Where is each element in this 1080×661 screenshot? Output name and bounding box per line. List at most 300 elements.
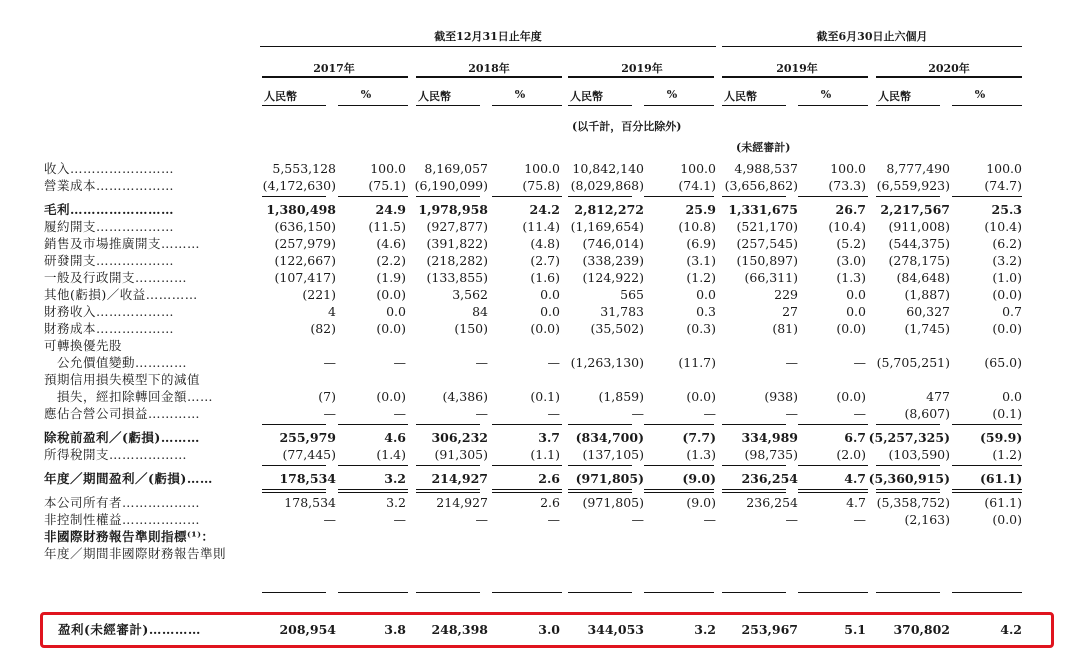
amount-cell: — [475, 355, 488, 370]
percent-cell: 0.0 [1002, 389, 1022, 404]
amount-cell: (35,502) [590, 321, 644, 336]
percent-column-header: % [666, 88, 678, 101]
row-label: 年度／期間非國際財務報告準則 [44, 546, 227, 561]
percent-cell: 100.0 [680, 161, 716, 176]
amount-cell: 8,777,490 [886, 161, 950, 176]
total-rule [876, 465, 940, 466]
header-rule [722, 46, 1022, 47]
row-label: 一般及行政開支………… [44, 270, 188, 285]
amount-cell: — [631, 512, 644, 527]
percent-cell: (0.0) [686, 389, 716, 404]
total-rule [492, 489, 562, 490]
percent-cell: 0.0 [696, 287, 716, 302]
percent-cell: 3.8 [384, 622, 406, 637]
total-rule [644, 592, 714, 593]
amount-cell: 255,979 [279, 430, 336, 445]
amount-cell: (150) [454, 321, 488, 336]
row-label: 非國際財務報告準則指標⁽¹⁾： [44, 529, 215, 544]
amount-cell: (278,175) [888, 253, 950, 268]
amount-cell: 253,967 [741, 622, 798, 637]
row-label: 其他(虧損)／收益………… [44, 287, 198, 302]
amount-cell: 477 [926, 389, 950, 404]
amount-cell: — [323, 355, 336, 370]
amount-cell: (2,163) [904, 512, 950, 527]
total-rule [644, 492, 714, 493]
amount-cell: (103,590) [888, 447, 950, 462]
percent-cell: — [703, 406, 716, 421]
subheader-rule [798, 105, 868, 106]
rmb-column-header: 人民幣 [724, 90, 757, 103]
percent-cell: — [547, 512, 560, 527]
total-rule [798, 424, 868, 425]
percent-cell: 0.0 [846, 304, 866, 319]
percent-cell: 3.2 [386, 495, 406, 510]
amount-cell: (98,735) [744, 447, 798, 462]
total-rule [416, 424, 480, 425]
row-label: 營業成本……………… [44, 178, 175, 193]
percent-cell: (0.0) [836, 321, 866, 336]
rmb-column-header: 人民幣 [418, 90, 451, 103]
percent-cell: 3.2 [694, 622, 716, 637]
row-label: 可轉換優先股 [44, 338, 123, 353]
amount-cell: (257,545) [736, 236, 798, 251]
percent-cell: (1.1) [530, 447, 560, 462]
percent-cell: (3.2) [992, 253, 1022, 268]
percent-cell: (61.1) [984, 495, 1022, 510]
rmb-column-header: 人民幣 [878, 90, 911, 103]
amount-cell: (77,445) [282, 447, 336, 462]
total-rule [952, 196, 1022, 197]
amount-cell: — [475, 406, 488, 421]
percent-cell: (6.2) [992, 236, 1022, 251]
total-rule [416, 465, 480, 466]
year-rule [262, 76, 408, 78]
percent-cell: (2.0) [836, 447, 866, 462]
total-rule [338, 196, 408, 197]
percent-cell: 25.3 [991, 202, 1022, 217]
amount-cell: — [785, 355, 798, 370]
amount-cell: 178,534 [279, 471, 336, 486]
amount-cell: (82) [310, 321, 336, 336]
percent-cell: 0.0 [846, 287, 866, 302]
amount-cell: 31,783 [600, 304, 644, 319]
amount-cell: 334,989 [741, 430, 798, 445]
row-label: 所得稅開支……………… [44, 447, 188, 462]
total-rule [876, 492, 940, 493]
amount-cell: (81) [772, 321, 798, 336]
subheader-rule [492, 105, 562, 106]
percent-cell: 26.7 [835, 202, 866, 217]
total-rule [568, 465, 632, 466]
amount-cell: (124,922) [582, 270, 644, 285]
amount-cell: (133,855) [426, 270, 488, 285]
subheader-rule [338, 105, 408, 106]
percent-cell: (9.0) [682, 471, 716, 486]
year-rule [416, 76, 562, 78]
percent-column-header: % [974, 88, 986, 101]
total-rule [568, 424, 632, 425]
total-rule [722, 196, 786, 197]
total-rule [262, 196, 326, 197]
year-header: 2019年 [621, 62, 663, 75]
percent-cell: (1.6) [530, 270, 560, 285]
percent-cell: 4.7 [844, 471, 866, 486]
percent-cell: — [853, 355, 866, 370]
percent-cell: (2.7) [530, 253, 560, 268]
rmb-column-header: 人民幣 [264, 90, 297, 103]
amount-cell: (218,282) [426, 253, 488, 268]
total-rule [568, 592, 632, 593]
amount-cell: (4,172,630) [262, 178, 336, 193]
total-rule [262, 465, 326, 466]
amount-cell: 565 [620, 287, 644, 302]
year-end-group-header: 截至12月31日止年度 [434, 30, 542, 43]
percent-cell: (10.8) [678, 219, 716, 234]
amount-cell: 236,254 [746, 495, 798, 510]
percent-cell: (11.7) [678, 355, 716, 370]
percent-cell: (0.0) [992, 287, 1022, 302]
amount-cell: (6,190,099) [414, 178, 488, 193]
total-rule [644, 196, 714, 197]
amount-cell: (5,360,915) [868, 471, 950, 486]
total-rule [338, 465, 408, 466]
total-rule [338, 424, 408, 425]
total-rule [798, 489, 868, 490]
percent-cell: (65.0) [984, 355, 1022, 370]
amount-cell: — [631, 406, 644, 421]
percent-cell: 2.6 [540, 495, 560, 510]
row-label: 公允價值變動………… [44, 355, 188, 370]
amount-cell: (137,105) [582, 447, 644, 462]
year-header: 2019年 [776, 62, 818, 75]
amount-cell: (911,008) [888, 219, 950, 234]
amount-cell: 370,802 [893, 622, 950, 637]
amount-cell: (1,263,130) [570, 355, 644, 370]
percent-cell: (1.2) [686, 270, 716, 285]
total-rule [492, 196, 562, 197]
percent-cell: (11.5) [368, 219, 406, 234]
percent-cell: (0.0) [376, 389, 406, 404]
percent-cell: 24.2 [529, 202, 560, 217]
percent-column-header: % [820, 88, 832, 101]
amount-cell: (338,239) [582, 253, 644, 268]
total-rule [416, 196, 480, 197]
year-rule [568, 76, 714, 78]
subheader-rule [568, 105, 632, 106]
total-rule [262, 492, 326, 493]
percent-cell: 5.1 [844, 622, 866, 637]
percent-cell: (0.0) [836, 389, 866, 404]
amount-cell: (391,822) [426, 236, 488, 251]
row-label: 毛利…………………… [44, 202, 175, 217]
total-rule [416, 489, 480, 490]
percent-cell: (6.9) [686, 236, 716, 251]
amount-cell: (834,700) [575, 430, 644, 445]
rmb-column-header: 人民幣 [570, 90, 603, 103]
total-rule [568, 196, 632, 197]
percent-cell: (1.9) [376, 270, 406, 285]
amount-cell: 178,534 [284, 495, 336, 510]
six-month-group-header: 截至6月30日止六個月 [816, 30, 928, 43]
amount-cell: (5,257,325) [868, 430, 950, 445]
total-rule [262, 592, 326, 593]
amount-cell: (1,859) [598, 389, 644, 404]
total-rule [952, 465, 1022, 466]
percent-cell: 100.0 [370, 161, 406, 176]
amount-cell: — [323, 406, 336, 421]
total-rule [722, 424, 786, 425]
row-label: 年度／期間盈利／(虧損)…… [44, 471, 213, 486]
percent-cell: (1.2) [992, 447, 1022, 462]
total-rule [876, 424, 940, 425]
percent-cell: (0.1) [992, 406, 1022, 421]
total-rule [492, 592, 562, 593]
highlight-box [40, 612, 1054, 648]
percent-cell: (7.7) [682, 430, 716, 445]
percent-column-header: % [360, 88, 372, 101]
row-label: 收入…………………… [44, 161, 175, 176]
percent-cell: 100.0 [830, 161, 866, 176]
amount-cell: (971,805) [575, 471, 644, 486]
total-rule [798, 196, 868, 197]
amount-cell: (938) [764, 389, 798, 404]
amount-cell: (5,705,251) [876, 355, 950, 370]
year-header: 2018年 [468, 62, 510, 75]
percent-cell: — [703, 512, 716, 527]
amount-cell: 236,254 [741, 471, 798, 486]
percent-cell: 3.7 [538, 430, 560, 445]
total-rule [262, 424, 326, 425]
amount-cell: (7) [318, 389, 336, 404]
row-label: 財務收入……………… [44, 304, 175, 319]
amount-cell: (1,169,654) [570, 219, 644, 234]
percent-cell: — [853, 512, 866, 527]
amount-cell: (66,311) [744, 270, 798, 285]
subheader-rule [262, 105, 326, 106]
row-label: 財務成本……………… [44, 321, 175, 336]
percent-cell: — [393, 406, 406, 421]
percent-cell: (59.9) [980, 430, 1023, 445]
amount-cell: (6,559,923) [876, 178, 950, 193]
amount-cell: (521,170) [736, 219, 798, 234]
total-rule [876, 592, 940, 593]
amount-cell: 3,562 [452, 287, 488, 302]
percent-cell: (5.2) [836, 236, 866, 251]
percent-cell: (0.0) [992, 321, 1022, 336]
row-label: 損失，經扣除轉回金額…… [44, 389, 214, 404]
amount-cell: (636,150) [274, 219, 336, 234]
amount-cell: 10,842,140 [572, 161, 644, 176]
subheader-rule [876, 105, 940, 106]
amount-cell: 8,169,057 [424, 161, 488, 176]
amount-cell: (257,979) [274, 236, 336, 251]
amount-cell: 1,331,675 [728, 202, 798, 217]
percent-cell: (75.1) [368, 178, 406, 193]
percent-cell: 100.0 [524, 161, 560, 176]
amount-cell: — [475, 512, 488, 527]
total-rule [952, 424, 1022, 425]
row-label: 應佔合營公司損益………… [44, 406, 201, 421]
amount-cell: 4,988,537 [734, 161, 798, 176]
percent-cell: 2.6 [538, 471, 560, 486]
percent-cell: (1.4) [376, 447, 406, 462]
amount-cell: — [785, 512, 798, 527]
row-label: 研發開支……………… [44, 253, 175, 268]
subheader-rule [644, 105, 714, 106]
total-rule [876, 489, 940, 490]
percent-cell: (1.0) [992, 270, 1022, 285]
total-rule [492, 492, 562, 493]
total-rule [644, 489, 714, 490]
percent-cell: 100.0 [986, 161, 1022, 176]
amount-cell: (8,029,868) [570, 178, 644, 193]
year-rule [722, 76, 868, 78]
amount-cell: (4,386) [442, 389, 488, 404]
percent-cell: 0.0 [386, 304, 406, 319]
percent-cell: (2.2) [376, 253, 406, 268]
unit-note: (以千計，百分比除外) [572, 120, 682, 133]
amount-cell: 344,053 [587, 622, 644, 637]
subheader-rule [952, 105, 1022, 106]
percent-cell: 4.6 [384, 430, 406, 445]
amount-cell: 306,232 [431, 430, 488, 445]
amount-cell: 60,327 [906, 304, 950, 319]
amount-cell: 248,398 [431, 622, 488, 637]
total-rule [722, 592, 786, 593]
percent-cell: 3.2 [384, 471, 406, 486]
percent-cell: 0.0 [540, 287, 560, 302]
percent-cell: (74.1) [678, 178, 716, 193]
percent-cell: (0.0) [530, 321, 560, 336]
total-rule [952, 489, 1022, 490]
percent-column-header: % [514, 88, 526, 101]
percent-cell: 0.7 [1002, 304, 1022, 319]
total-rule [644, 465, 714, 466]
amount-cell: 2,217,567 [880, 202, 950, 217]
row-label: 盈利(未經審計)………… [58, 622, 201, 637]
total-rule [952, 592, 1022, 593]
percent-cell: (11.4) [522, 219, 560, 234]
amount-cell: — [785, 406, 798, 421]
amount-cell: 27 [782, 304, 798, 319]
percent-cell: 0.3 [696, 304, 716, 319]
amount-cell: 208,954 [279, 622, 336, 637]
amount-cell: — [323, 512, 336, 527]
percent-cell: 4.7 [846, 495, 866, 510]
percent-cell: (74.7) [984, 178, 1022, 193]
total-rule [798, 492, 868, 493]
amount-cell: 229 [774, 287, 798, 302]
amount-cell: (746,014) [582, 236, 644, 251]
row-label: 除稅前盈利／(虧損)……… [44, 430, 200, 445]
percent-cell: (0.1) [530, 389, 560, 404]
row-label: 本公司所有者……………… [44, 495, 201, 510]
percent-cell: — [547, 355, 560, 370]
row-label: 預期信用損失模型下的減值 [44, 372, 201, 387]
total-rule [338, 492, 408, 493]
total-rule [416, 592, 480, 593]
header-rule [260, 46, 716, 47]
percent-cell: (1.3) [836, 270, 866, 285]
amount-cell: (544,375) [888, 236, 950, 251]
amount-cell: (107,417) [274, 270, 336, 285]
amount-cell: (971,805) [582, 495, 644, 510]
unaudited-note: (未經審計) [736, 141, 791, 154]
amount-cell: (1,745) [904, 321, 950, 336]
total-rule [722, 492, 786, 493]
total-rule [644, 424, 714, 425]
row-label: 非控制性權益……………… [44, 512, 201, 527]
total-rule [492, 465, 562, 466]
percent-cell: — [853, 406, 866, 421]
amount-cell: (84,648) [896, 270, 950, 285]
amount-cell: 1,380,498 [266, 202, 336, 217]
year-header: 2020年 [928, 62, 970, 75]
percent-cell: (61.1) [980, 471, 1023, 486]
percent-cell: — [547, 406, 560, 421]
percent-cell: (3.1) [686, 253, 716, 268]
total-rule [798, 465, 868, 466]
percent-cell: (73.3) [828, 178, 866, 193]
percent-cell: 24.9 [375, 202, 406, 217]
percent-cell: (4.8) [530, 236, 560, 251]
total-rule [492, 424, 562, 425]
amount-cell: 214,927 [431, 471, 488, 486]
percent-cell: (10.4) [828, 219, 866, 234]
total-rule [338, 489, 408, 490]
total-rule [952, 492, 1022, 493]
subheader-rule [722, 105, 786, 106]
percent-cell: (75.8) [522, 178, 560, 193]
percent-cell: 25.9 [685, 202, 716, 217]
total-rule [722, 489, 786, 490]
total-rule [568, 489, 632, 490]
amount-cell: 5,553,128 [272, 161, 336, 176]
percent-cell: (4.6) [376, 236, 406, 251]
amount-cell: (1,887) [904, 287, 950, 302]
percent-cell: (0.3) [686, 321, 716, 336]
percent-cell: (10.4) [984, 219, 1022, 234]
amount-cell: 84 [472, 304, 488, 319]
total-rule [416, 492, 480, 493]
percent-cell: (9.0) [686, 495, 716, 510]
percent-cell: (0.0) [376, 287, 406, 302]
amount-cell: 1,978,958 [418, 202, 488, 217]
amount-cell: 214,927 [436, 495, 488, 510]
amount-cell: (8,607) [904, 406, 950, 421]
total-rule [798, 592, 868, 593]
amount-cell: (927,877) [426, 219, 488, 234]
percent-cell: 4.2 [1000, 622, 1022, 637]
amount-cell: (3,656,862) [724, 178, 798, 193]
amount-cell: (150,897) [736, 253, 798, 268]
amount-cell: (5,358,752) [876, 495, 950, 510]
amount-cell: 2,812,272 [574, 202, 644, 217]
year-header: 2017年 [313, 62, 355, 75]
percent-cell: (0.0) [992, 512, 1022, 527]
total-rule [876, 196, 940, 197]
year-rule [876, 76, 1022, 78]
total-rule [338, 592, 408, 593]
row-label: 履約開支……………… [44, 219, 175, 234]
amount-cell: (91,305) [434, 447, 488, 462]
percent-cell: 0.0 [540, 304, 560, 319]
amount-cell: (221) [302, 287, 336, 302]
amount-cell: (122,667) [274, 253, 336, 268]
subheader-rule [416, 105, 480, 106]
total-rule [262, 489, 326, 490]
percent-cell: (3.0) [836, 253, 866, 268]
